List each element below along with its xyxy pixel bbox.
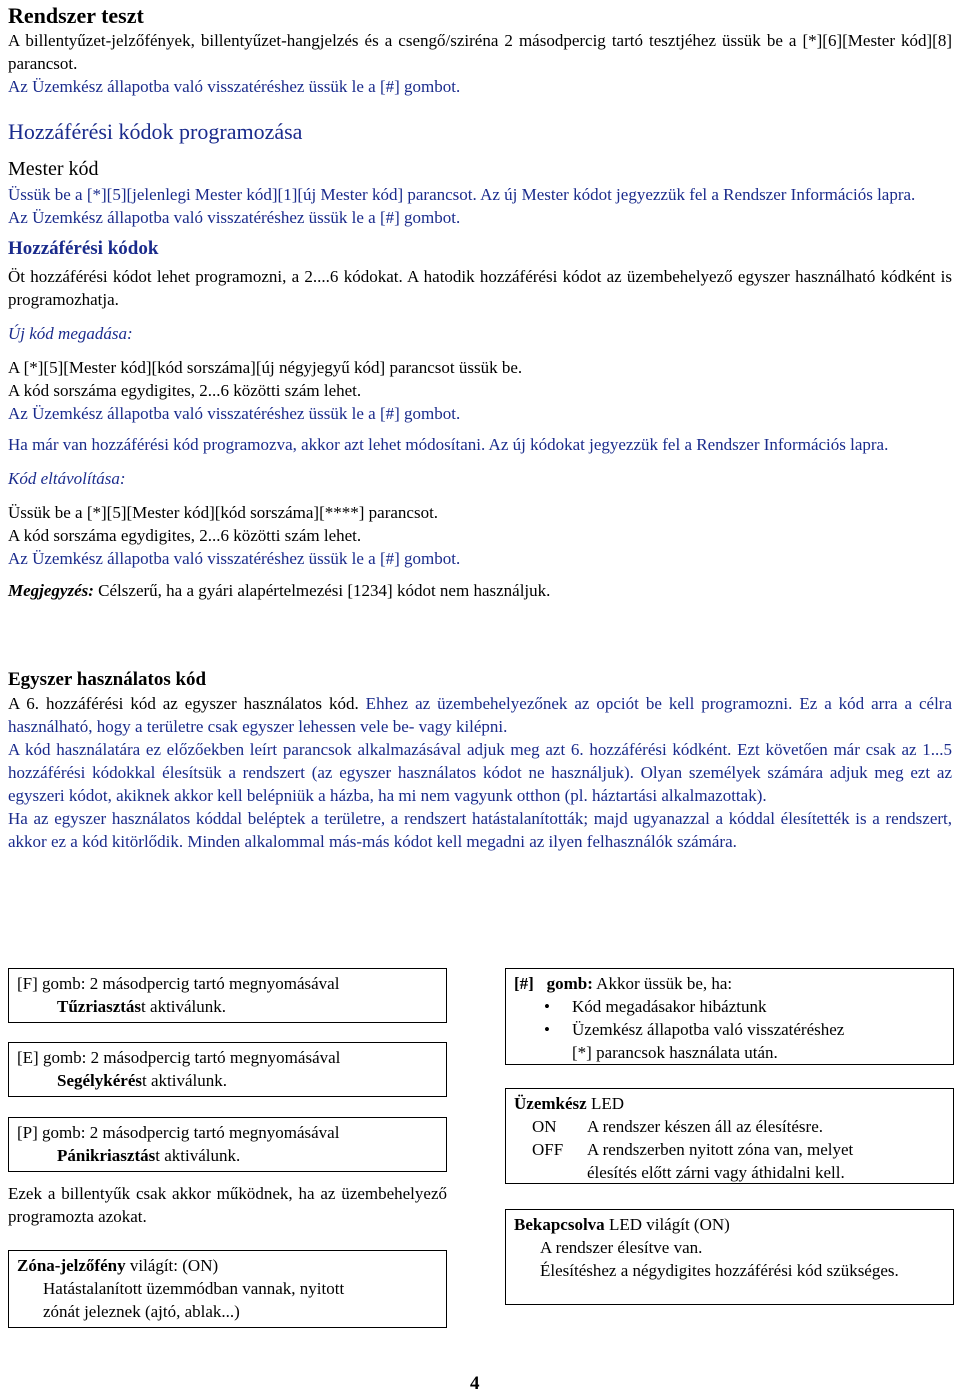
uzemkesz-off-value: A rendszerben nyitott zóna van, melyet [587, 1140, 854, 1159]
hozzaferesi-heading: Hozzáférési kódok programozása [8, 119, 303, 144]
egyszer-heading: Egyszer használatos kód [8, 669, 207, 690]
egyszer-p1-a: A 6. hozzáférési kód az egyszer használatos kód. [8, 694, 359, 713]
uj-kod-line-3: Az Üzemkész állapotba való visszatéréshez üssük le a [#] gombot. [8, 404, 461, 423]
box-p-gomb [8, 1117, 447, 1172]
bekapcs-line1 [514, 1213, 945, 1236]
mester-kod-return-note: Az Üzemkész állapotba való visszatéréshez üssük le a [#] gombot. [8, 208, 461, 227]
box-f-line2 [17, 995, 438, 1018]
uj-kod-line-4: Ha már van hozzáférési kód programozva, akkor azt lehet módosítani. Az új kódokat jegyezzük fel a Rendszer Információs lapra. [8, 435, 889, 454]
section-hozzaferesi [8, 118, 952, 602]
uj-kod-line-1: A [*][5][Mester kód][kód sorszáma][új négyjegyű kód] parancsot üssük be. [8, 358, 523, 377]
uzemkesz-off-value-2: élesítés előtt zárni vagy áthidalni kell. [587, 1163, 845, 1182]
kod-eltavolitasa-line-3: Az Üzemkész állapotba való visszatéréshez üssük le a [#] gombot. [8, 549, 461, 568]
box-e-line2 [17, 1069, 438, 1092]
box-f-bold: Tűzriasztás [57, 997, 142, 1016]
hozzaferesi-kodok-heading: Hozzáférési kódok [8, 238, 159, 259]
hash-line1 [514, 972, 945, 995]
page-number: 4 [470, 1373, 480, 1394]
zona-rest: világít: (ON) [125, 1256, 219, 1275]
kod-eltavolitasa-label: Kód eltávolítása: [8, 469, 126, 488]
box-f-gomb [8, 968, 447, 1023]
bekapcs-bold: Bekapcsolva [514, 1215, 605, 1234]
section-egyszer [8, 668, 952, 853]
box-hash-gomb [505, 968, 954, 1065]
box-bekapcsolva-led [505, 1209, 954, 1305]
egyszer-paragraph-1 [8, 692, 952, 738]
billentyuk-note [8, 1182, 447, 1228]
mester-kod-paragraph: Üssük be a [*][5][jelenlegi Mester kód][1][új Mester kód] parancsot. Az új Mester kódot jegyezzük fel a Rendszer Információs lapra. [8, 185, 916, 204]
hash-bold1: [#] [514, 974, 534, 993]
uzemkesz-on-key: ON [532, 1117, 557, 1136]
box-zona-jelzofeny [8, 1250, 447, 1328]
megjegyzes-text: Célszerű, ha a gyári alapértelmezési [1234] kódot nem használjuk. [93, 581, 551, 600]
rendszer-teszt-heading: Rendszer teszt [8, 3, 144, 28]
box-e-gomb [8, 1042, 447, 1097]
uzemkesz-rest: LED [586, 1094, 624, 1113]
uzemkesz-bold: Üzemkész [514, 1094, 587, 1113]
hash-rest: Akkor üssük be, ha: [592, 974, 733, 993]
zona-line1 [17, 1254, 438, 1277]
box-p-bold: Pánikriasztás [57, 1146, 156, 1165]
megjegyzes-label: Megjegyzés: [8, 581, 94, 600]
uzemkesz-on-row [514, 1115, 945, 1138]
hash-cont: [*] parancsok használata után. [572, 1043, 778, 1062]
box-p-line2 [17, 1144, 438, 1167]
uj-kod-label: Új kód megadása: [8, 324, 133, 343]
zona-bold: Zóna-jelzőfény [17, 1256, 126, 1275]
uzemkesz-off-key: OFF [532, 1140, 564, 1159]
box-e-bold: Segélykérés [57, 1071, 142, 1090]
hozzaferesi-kodok-paragraph: Öt hozzáférési kódot lehet programozni, a 2....6 kódokat. A hatodik hozzáférési kódot az üzembehelyező egyszer használható kódként is programozhatja. [8, 267, 952, 309]
uzemkesz-line1 [514, 1092, 945, 1115]
box-f-rest: t aktiválunk. [141, 997, 227, 1016]
bekapcs-line2: A rendszer élesítve van. [540, 1238, 703, 1257]
uzemkesz-on-value: A rendszer készen áll az élesítésre. [587, 1117, 823, 1136]
uzemkesz-off-row-2 [514, 1161, 945, 1184]
hash-list-item: • Üzemkész állapotba való visszatéréshez [514, 1018, 945, 1041]
hash-list-item: • Kód megadásakor hibáztunk [514, 995, 945, 1018]
megjegyzes [8, 579, 952, 602]
egyszer-p1-b: Ehhez az üzembehelyezőnek az opciót be kell programozni. Ez a kód arra a célra használható, hogy a területre csak egyszer lehessen vele be- vagy kilépni. [8, 694, 953, 736]
mester-kod-heading: Mester kód [8, 158, 99, 180]
hash-list [514, 995, 945, 1041]
rendszer-teszt-return-note: Az Üzemkész állapotba való visszatéréshez üssük le a [#] gombot. [8, 77, 461, 96]
kod-eltavolitasa-line-2: A kód sorszáma egydigites, 2...6 közötti szám lehet. [8, 526, 362, 545]
box-p-line1: [P] gomb: 2 másodpercig tartó megnyomásával [17, 1123, 340, 1142]
section-rendszer-teszt [8, 3, 952, 98]
uzemkesz-off-row [514, 1138, 945, 1161]
box-p-rest: t aktiválunk. [155, 1146, 241, 1165]
box-e-line1: [E] gomb: 2 másodpercig tartó megnyomásával [17, 1048, 341, 1067]
box-e-rest: t aktiválunk. [141, 1071, 227, 1090]
bekapcs-rest: LED világít (ON) [604, 1215, 730, 1234]
box-f-line1: [F] gomb: 2 másodpercig tartó megnyomásával [17, 974, 340, 993]
rendszer-teszt-paragraph: A billentyűzet-jelzőfények, billentyűzet-hangjelzés és a csengő/sziréna 2 másodpercig tartó tesztjéhez üssük be a [*][6][Mester kód][8] parancsot. [8, 31, 952, 73]
zona-line2: Hatástalanított üzemmódban vannak, nyitott [43, 1279, 345, 1298]
bekapcs-line3: Élesítéshez a négydigites hozzáférési kód szükséges. [540, 1261, 899, 1280]
egyszer-paragraph-3: Ha az egyszer használatos kóddal beléptek a területre, a rendszert hatástalanították; majd ugyanazzal a kóddal élesítették is a rendszert, akkor ez a kód kitörlődik. Minden alkalommal más-más kódot kell megadni az ilyen felhasználók számára. [8, 809, 952, 851]
billentyuk-note-text: Ezek a billentyűk csak akkor működnek, ha az üzembehelyező programozta azokat. [8, 1184, 447, 1226]
kod-eltavolitasa-line-1: Üssük be a [*][5][Mester kód][kód sorszáma][****] parancsot. [8, 503, 439, 522]
zona-line3: zónát jeleznek (ajtó, ablak...) [43, 1302, 240, 1321]
egyszer-paragraph-2: A kód használatára ez előzőekben leírt parancsok alkalmazásával adjuk meg azt 6. hozzáférési kódként. Ezt követően már csak az 1...5 hozzáférési kódokkal élesítsük a rendszert (az egyszer használatos kódot ne használjuk). Olyan személyek számára adjuk meg ezt az egyszeri kódot, akiknek akkor kell belépniük a házba, ha mi nem vagyunk otthon (pl. háztartási alkalmazottak). [8, 740, 952, 805]
hash-bold2: gomb: [546, 974, 593, 993]
uj-kod-line-2: A kód sorszáma egydigites, 2...6 közötti szám lehet. [8, 381, 362, 400]
box-uzemkesz-led [505, 1088, 954, 1184]
